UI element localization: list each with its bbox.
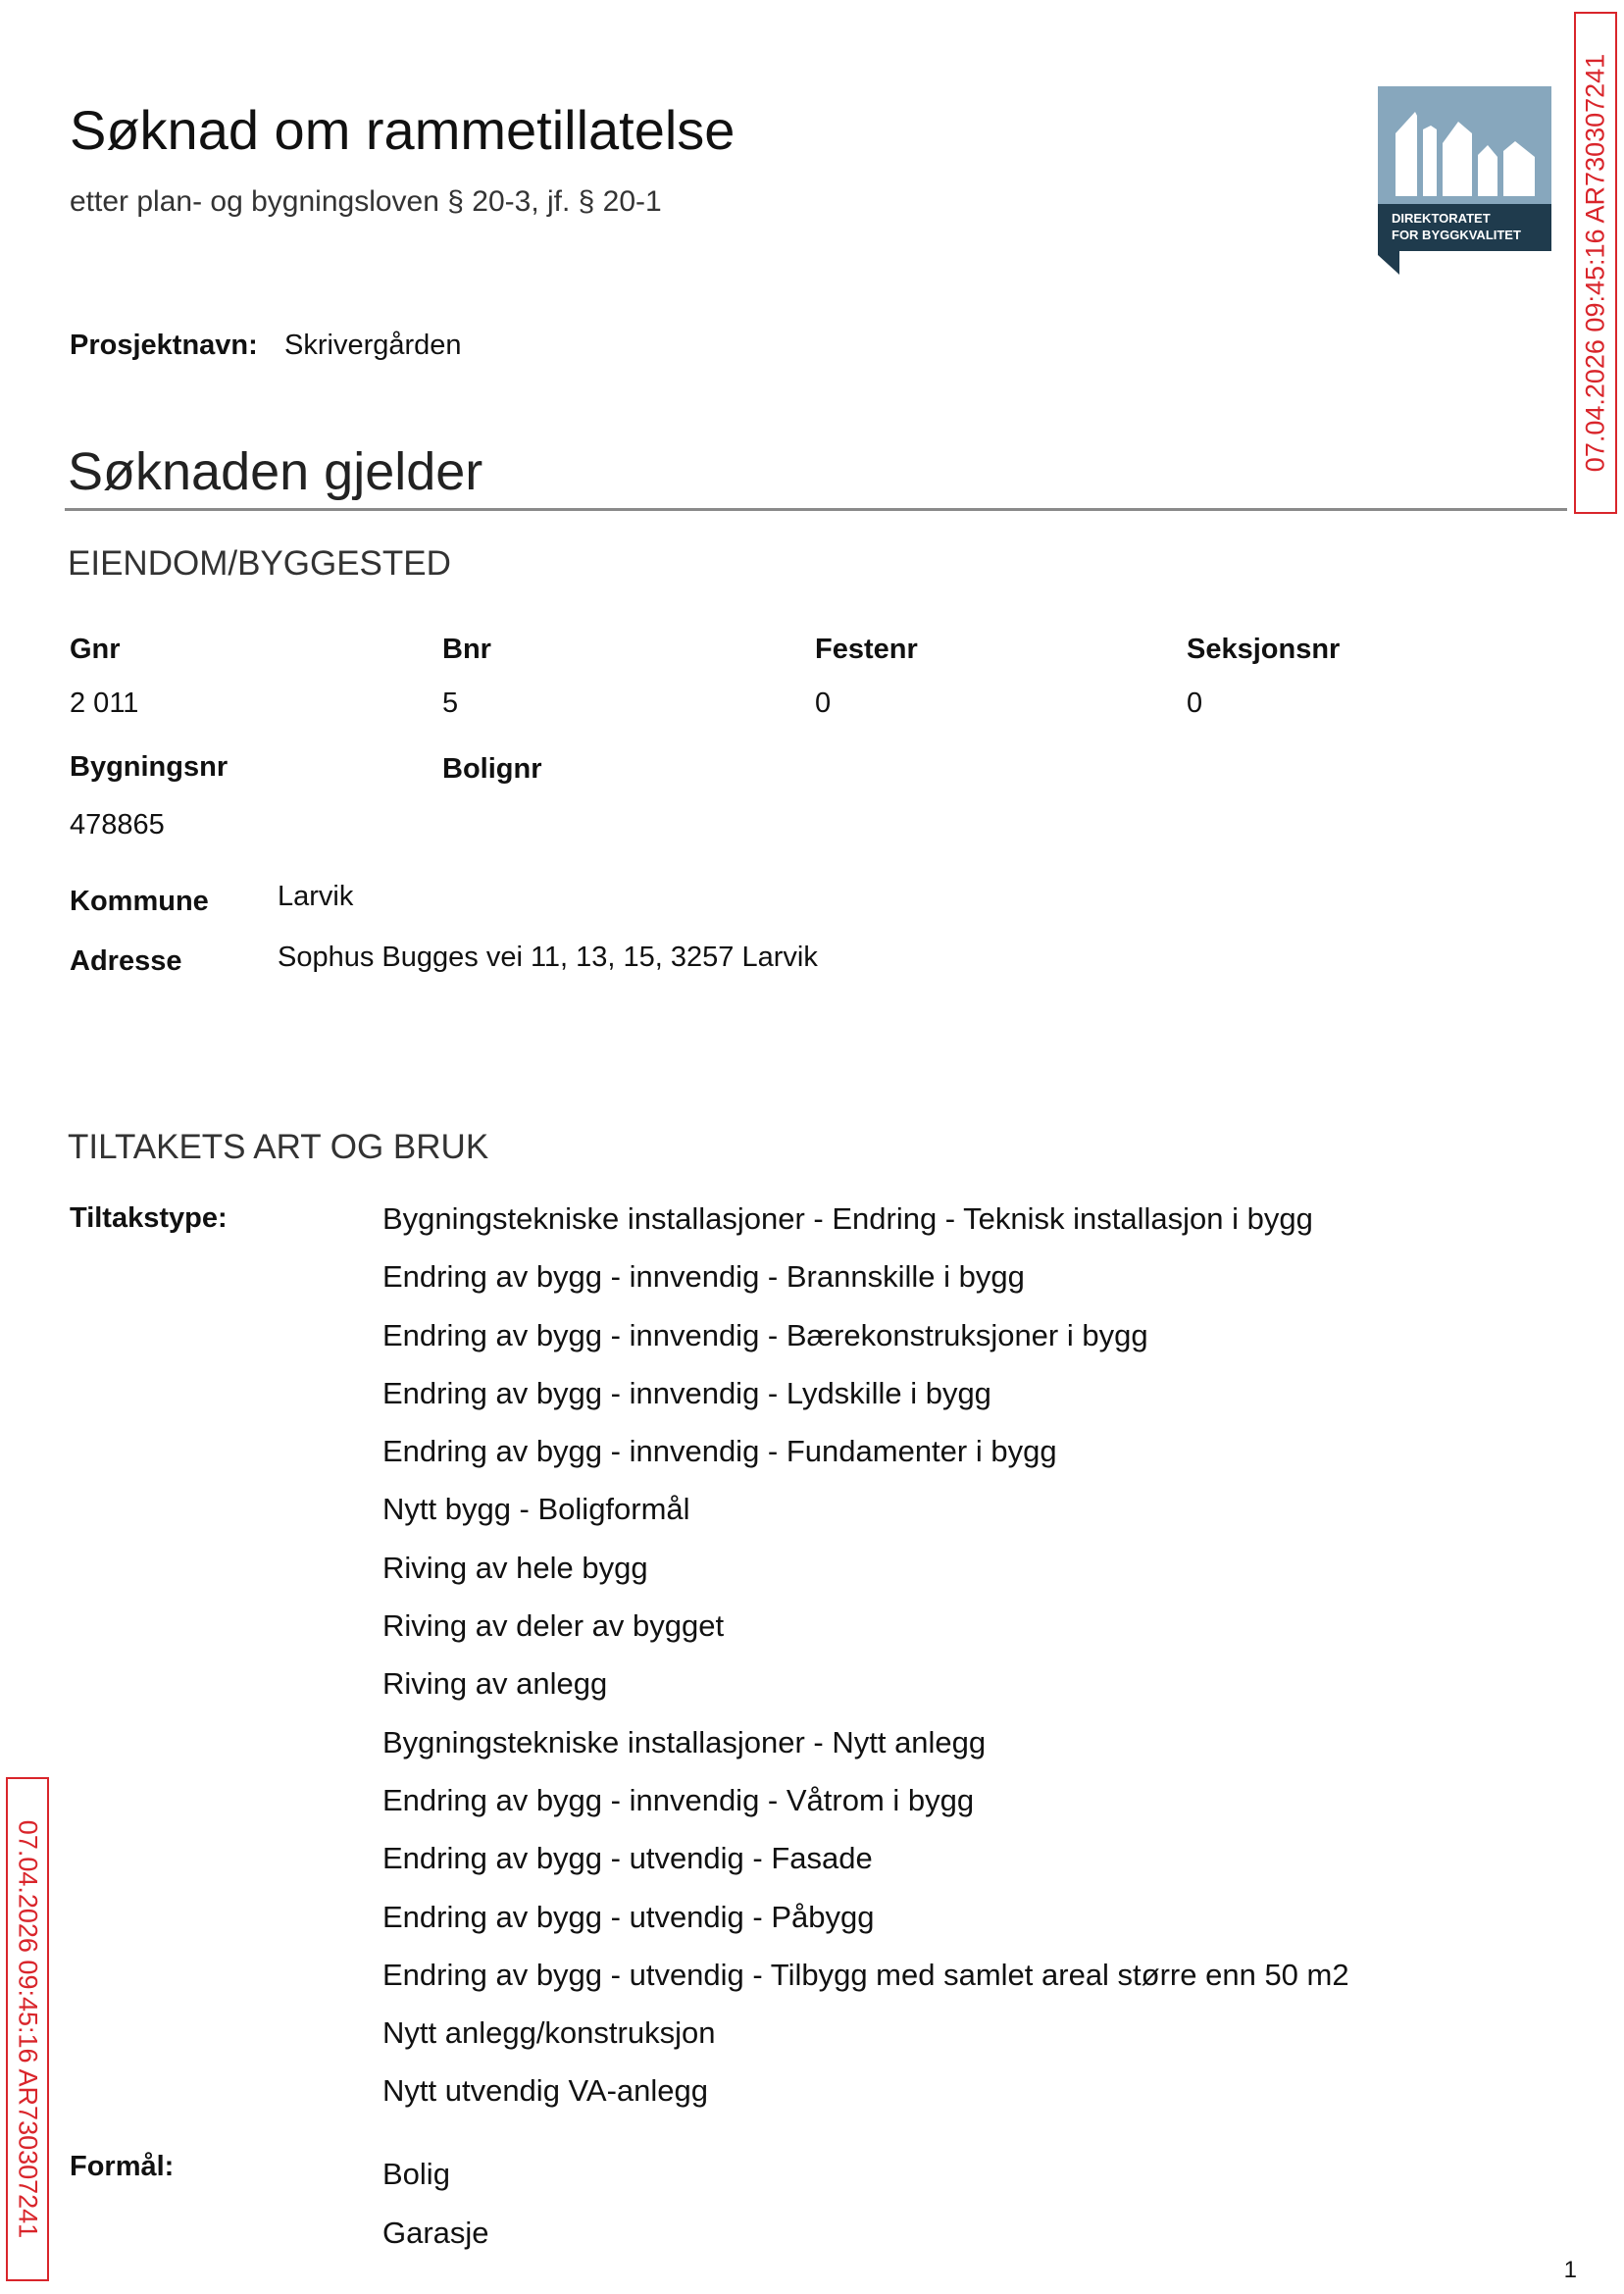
archive-stamp-left	[6, 1777, 49, 2281]
list-item: Endring av bygg - innvendig - Fundamenter i bygg	[382, 1434, 1057, 1469]
measure-heading: TILTAKETS ART OG BRUK	[68, 1128, 489, 1166]
seksjonsnr-label: Seksjonsnr	[1187, 634, 1341, 665]
property-heading: EIENDOM/BYGGESTED	[68, 544, 451, 583]
list-item: Endring av bygg - innvendig - Våtrom i bygg	[382, 1782, 975, 1817]
document-subtitle: etter plan- og bygningsloven § 20-3, jf. § 20-1	[70, 185, 662, 218]
list-item: Nytt utvendig VA-anlegg	[382, 2073, 709, 2109]
adresse-label: Adresse	[70, 945, 182, 977]
bnr-value: 5	[442, 688, 459, 719]
logo-text-line2: FOR BYGGKVALITET	[1392, 228, 1521, 242]
list-item: Nytt anlegg/konstruksjon	[382, 2015, 716, 2051]
list-item: Endring av bygg - utvendig - Påbygg	[382, 1899, 875, 1934]
section-divider	[65, 508, 1567, 511]
dibk-logo	[1378, 86, 1551, 275]
list-item: Riving av hele bygg	[382, 1550, 648, 1585]
list-item: Riving av deler av bygget	[382, 1608, 725, 1644]
archive-stamp-top	[1574, 12, 1617, 514]
festenr-value: 0	[815, 688, 832, 719]
bygningsnr-label: Bygningsnr	[70, 751, 228, 783]
document-title: Søknad om rammetillatelse	[70, 99, 736, 161]
page-number: 1	[1563, 2257, 1577, 2283]
list-item: Endring av bygg - innvendig - Brannskille i bygg	[382, 1259, 1025, 1295]
list-item: Endring av bygg - utvendig - Fasade	[382, 1841, 873, 1876]
gnr-label: Gnr	[70, 634, 121, 665]
bolignr-label: Bolignr	[442, 753, 542, 785]
project-name-label: Prosjektnavn:	[70, 330, 258, 361]
stamp-text-left: 07.04.2026 09:45:16 AR730307241	[13, 1819, 43, 2239]
list-item: Garasje	[382, 2216, 489, 2250]
list-item: Nytt bygg - Boligformål	[382, 1492, 690, 1527]
list-item: Bygningstekniske installasjoner - Nytt anlegg	[382, 1724, 987, 1759]
section-title: Søknaden gjelder	[68, 442, 483, 501]
list-item: Bolig	[382, 2157, 450, 2191]
seksjonsnr-value: 0	[1187, 688, 1203, 719]
logo-text-line1: DIREKTORATET	[1392, 211, 1491, 226]
gnr-value: 2 011	[70, 688, 139, 719]
list-item: Riving av anlegg	[382, 1666, 608, 1702]
measure-type-list	[382, 1198, 1349, 2129]
adresse-value: Sophus Bugges vei 11, 13, 15, 3257 Larvik	[278, 942, 818, 973]
stamp-text-top: 07.04.2026 09:45:16 AR730307241	[1580, 53, 1610, 473]
festenr-label: Festenr	[815, 634, 918, 665]
bygningsnr-value: 478865	[70, 809, 165, 841]
list-item: Endring av bygg - innvendig - Bærekonstruksjoner i bygg	[382, 1317, 1148, 1352]
bnr-label: Bnr	[442, 634, 491, 665]
list-item: Endring av bygg - innvendig - Lydskille i bygg	[382, 1375, 991, 1410]
list-item: Bygningstekniske installasjoner - Endring - Teknisk installasjon i bygg	[382, 1201, 1313, 1236]
purpose-list	[382, 2154, 489, 2271]
kommune-label: Kommune	[70, 886, 209, 917]
measure-type-label: Tiltakstype:	[70, 1202, 228, 1234]
project-name-value: Skrivergården	[284, 330, 462, 361]
purpose-label: Formål:	[70, 2151, 175, 2182]
building-logo-icon	[1378, 86, 1551, 275]
list-item: Endring av bygg - utvendig - Tilbygg med samlet areal større enn 50 m2	[382, 1957, 1349, 1992]
kommune-value: Larvik	[278, 881, 354, 912]
